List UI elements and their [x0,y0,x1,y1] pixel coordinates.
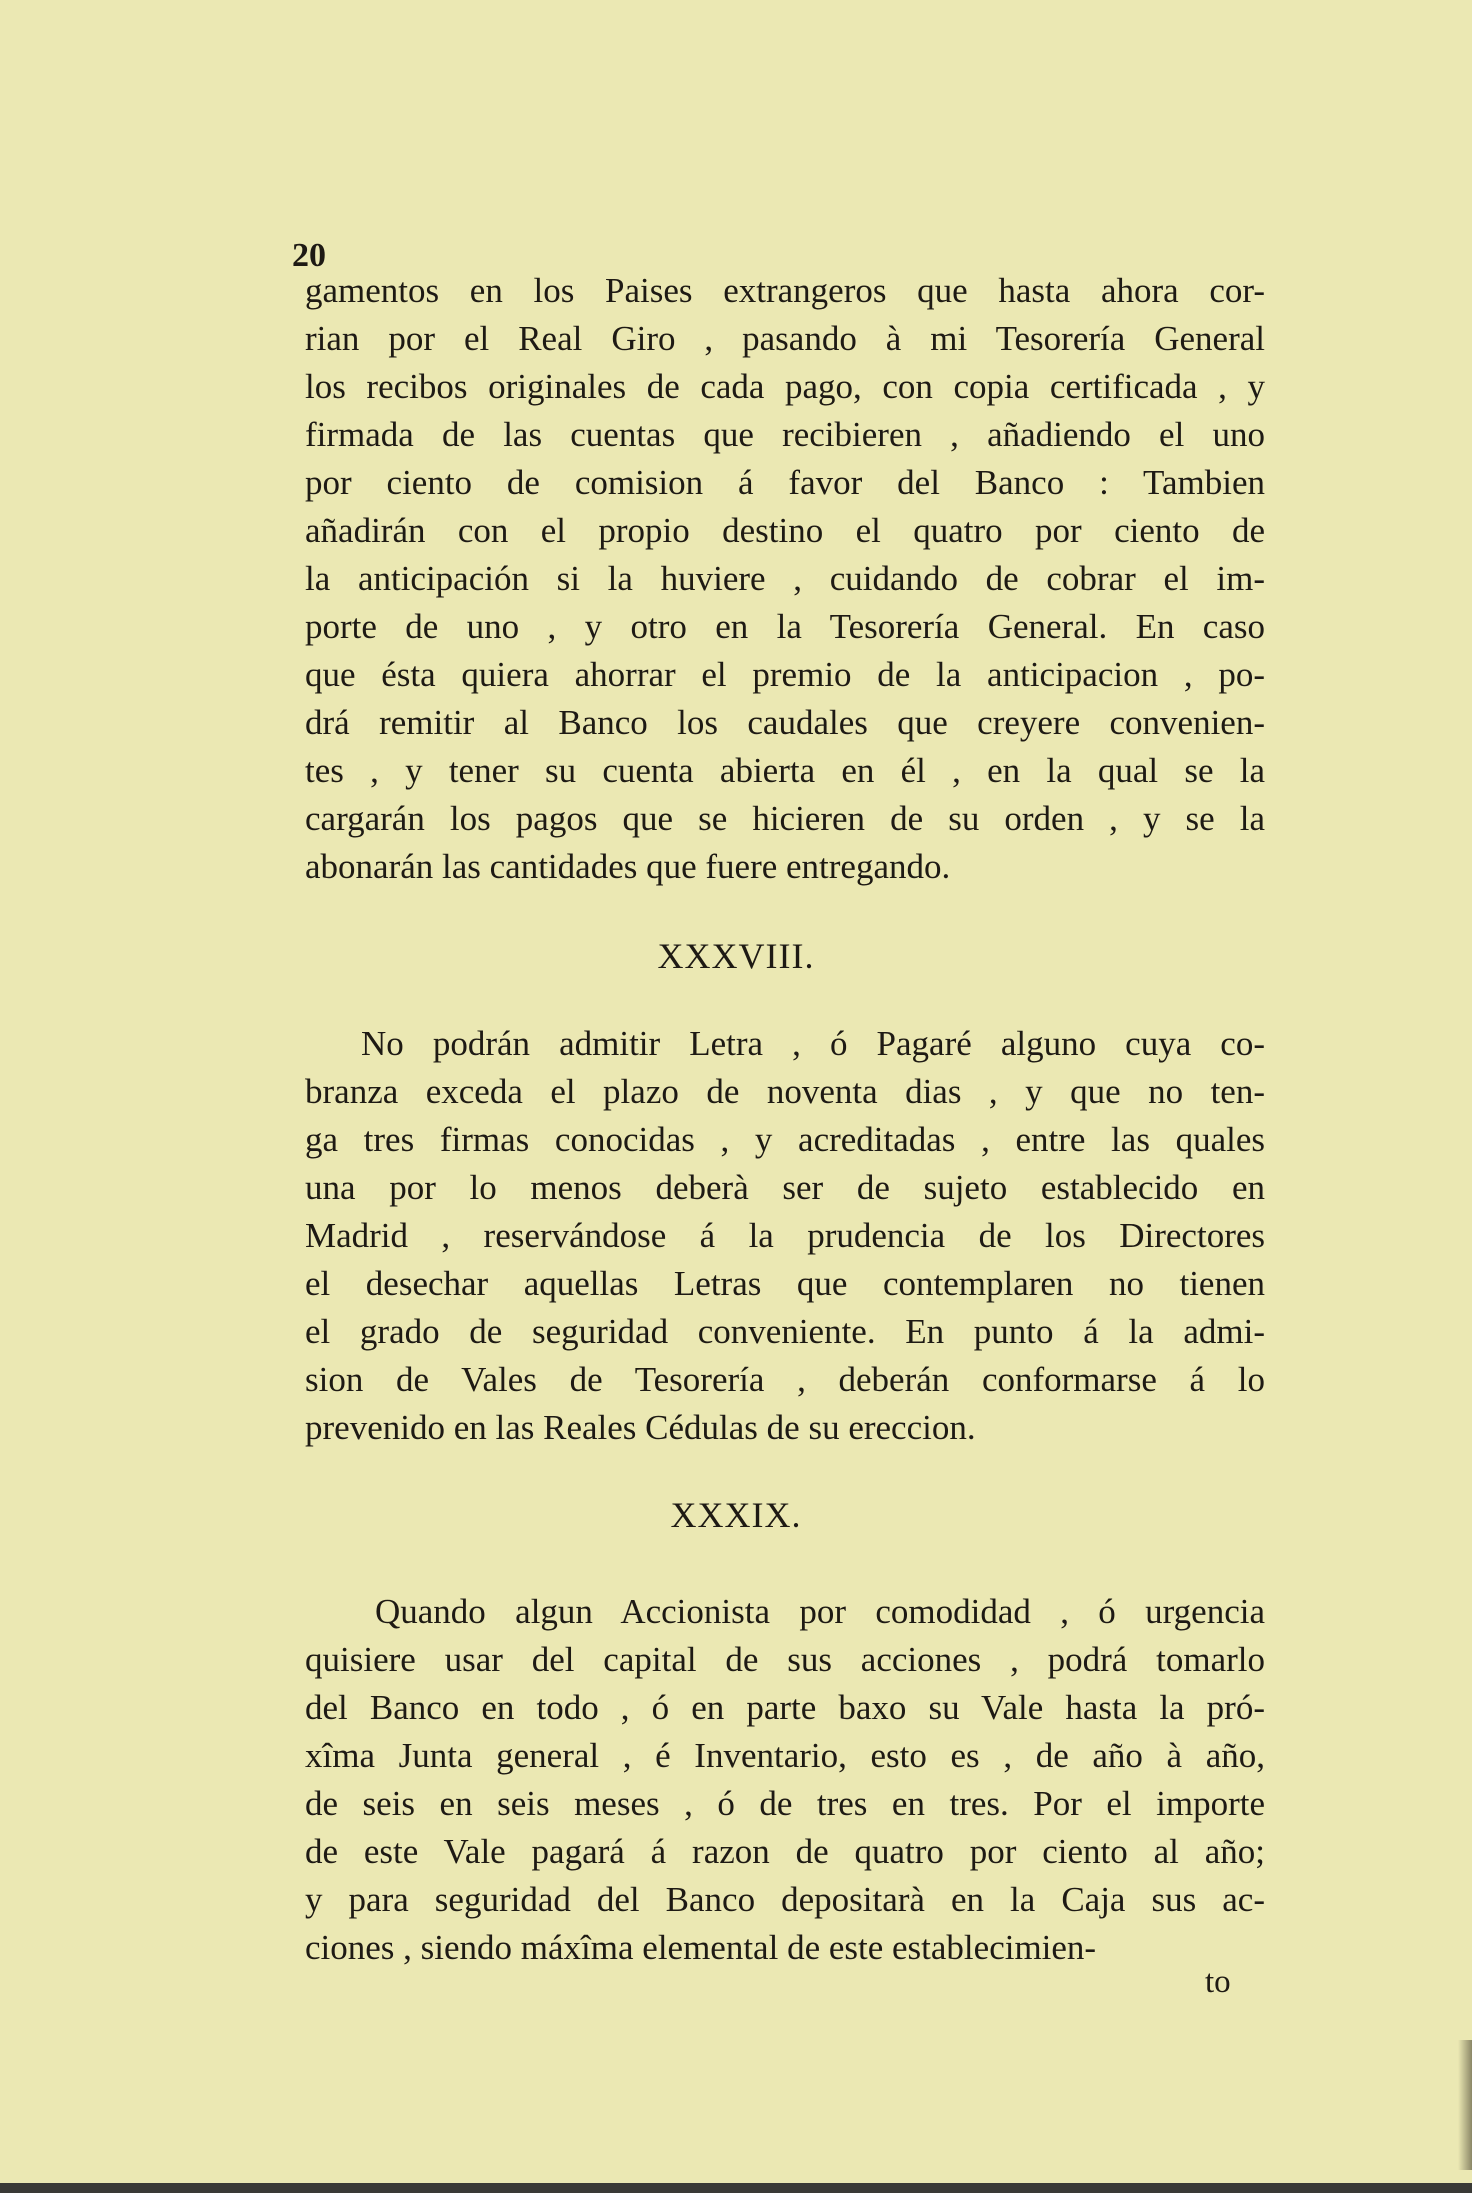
text-line [305,267,1265,315]
text-line-content: por ciento de comision á favor del Banco : Tambien [305,463,1265,502]
text-line [305,699,1265,747]
text-line [305,507,1265,555]
section-heading-xxxix: XXXIX. [670,1495,802,1535]
text-line [305,1684,1265,1732]
text-line [305,363,1265,411]
text-line [305,1212,1265,1260]
text-line-content: Quando algun Accionista por comodidad , ó urgencia [375,1592,1265,1631]
text-line [305,555,1265,603]
text-line-content: porte de uno , y otro en la Tesorería General. En caso [305,607,1265,646]
text-line-content: añadirán con el propio destino el quatro por ciento de [305,511,1265,550]
text-line-content: gamentos en los Paises extrangeros que hasta ahora cor- [305,271,1265,310]
text-line-content: los recibos originales de cada pago, con copia certificada , y [305,367,1265,406]
text-line-content: de seis en seis meses , ó de tres en tres. Por el importe [305,1784,1265,1823]
text-line [305,315,1265,363]
text-line [305,1828,1265,1876]
text-line [305,1260,1265,1308]
paragraph-xxxix [305,1588,1265,1972]
scan-bottom-edge [0,2183,1472,2193]
text-line-content: y para seguridad del Banco depositarà en la Caja sus ac- [305,1880,1265,1919]
text-line-content: xîma Junta general , é Inventario, esto es , de año à año, [305,1736,1265,1775]
text-line [305,1308,1265,1356]
text-line [305,1164,1265,1212]
page-number: 20 [292,237,326,274]
text-line-content: una por lo menos deberà ser de sujeto establecido en [305,1168,1265,1207]
text-line [305,1636,1265,1684]
text-line [305,1356,1265,1404]
catchword: to [1205,1964,1231,2000]
text-line [305,411,1265,459]
text-line-content: la anticipación si la huviere , cuidando de cobrar el im- [305,559,1265,598]
text-line [305,603,1265,651]
text-line [305,1116,1265,1164]
text-line-content: de este Vale pagará á razon de quatro por ciento al año; [305,1832,1265,1871]
text-line [305,1876,1265,1924]
text-line [305,843,1265,891]
text-line [305,1588,1265,1636]
text-line [305,1924,1265,1972]
text-line-content: cargarán los pagos que se hicieren de su orden , y se la [305,799,1265,838]
text-line [305,795,1265,843]
text-line-content: quisiere usar del capital de sus acciones , podrá tomarlo [305,1640,1265,1679]
text-line-content: el grado de seguridad conveniente. En punto á la admi- [305,1312,1265,1351]
text-line [305,651,1265,699]
text-line-content: sion de Vales de Tesorería , deberán conformarse á lo [305,1360,1265,1399]
text-line-content: ciones , siendo máxîma elemental de este establecimien- [305,1928,1097,1967]
text-line [305,1404,1265,1452]
text-line-content: No podrán admitir Letra , ó Pagaré alguno cuya co- [361,1024,1265,1063]
paragraph-continuation [305,267,1265,891]
text-line-content: firmada de las cuentas que recibieren , añadiendo el uno [305,415,1265,454]
text-line [305,459,1265,507]
text-line-content: abonarán las cantidades que fuere entregando. [305,847,951,886]
text-line-content: rian por el Real Giro , pasando à mi Tesorería General [305,319,1265,358]
text-line [305,1068,1265,1116]
text-line [305,1020,1265,1068]
scan-right-edge [1458,2040,1472,2170]
section-heading-xxxviii: XXXVIII. [657,936,815,976]
text-line-content: tes , y tener su cuenta abierta en él , en la qual se la [305,751,1265,790]
text-line-content: branza exceda el plazo de noventa dias , y que no ten- [305,1072,1265,1111]
text-line-content: prevenido en las Reales Cédulas de su ereccion. [305,1408,976,1447]
text-line-content: el desechar aquellas Letras que contemplaren no tienen [305,1264,1265,1303]
text-line-content: que ésta quiera ahorrar el premio de la anticipacion , po- [305,655,1265,694]
text-line [305,747,1265,795]
text-line [305,1780,1265,1828]
text-line-content: del Banco en todo , ó en parte baxo su Vale hasta la pró- [305,1688,1265,1727]
text-line-content: drá remitir al Banco los caudales que creyere convenien- [305,703,1265,742]
paragraph-xxxviii [305,1020,1265,1452]
text-line-content: ga tres firmas conocidas , y acreditadas , entre las quales [305,1120,1265,1159]
text-line-content: Madrid , reservándose á la prudencia de los Directores [305,1216,1265,1255]
text-line [305,1732,1265,1780]
